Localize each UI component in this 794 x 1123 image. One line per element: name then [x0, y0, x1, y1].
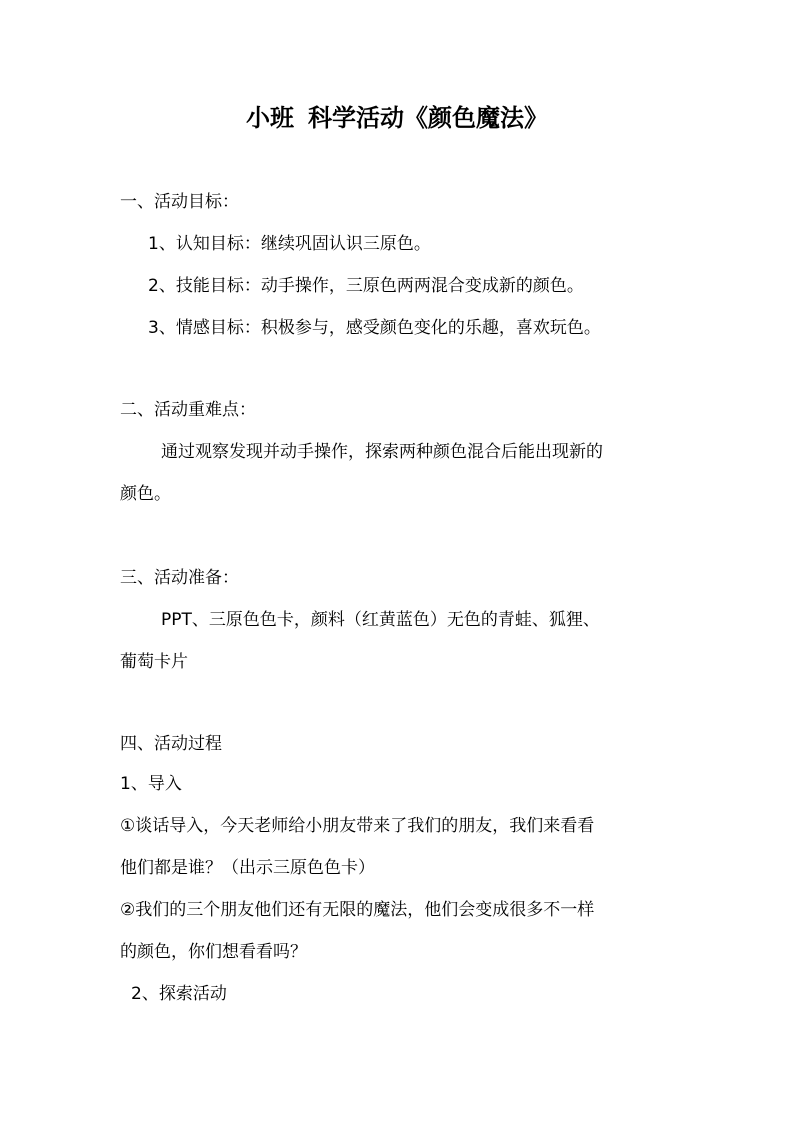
preparation-line-2: 葡萄卡片 [120, 652, 188, 672]
title-part-2: 科学活动《颜色魔法》 [308, 103, 548, 132]
goal-item-cognitive: 1、认知目标：继续巩固认识三原色。 [148, 234, 431, 254]
key-points-line-2: 颜色。 [120, 484, 171, 504]
process-item-2-line-2: 的颜色，你们想看看吗？ [120, 942, 307, 962]
title-part-1: 小班 [246, 103, 294, 132]
process-item-1-line-2: 他们都是谁？（出示三原色色卡） [120, 858, 375, 878]
process-item-1-line-1: ①谈话导入，今天老师给小朋友带来了我们的朋友，我们来看看 [120, 816, 595, 836]
section-heading-process: 四、活动过程 [120, 734, 222, 754]
section-heading-goals: 一、活动目标： [120, 192, 239, 212]
process-step-intro: 1、导入 [120, 774, 182, 794]
key-points-line-1: 通过观察发现并动手操作，探索两种颜色混合后能出现新的 [161, 442, 603, 462]
process-item-2-line-1: ②我们的三个朋友他们还有无限的魔法，他们会变成很多不一样 [120, 900, 595, 920]
process-step-explore: 2、探索活动 [131, 984, 227, 1004]
section-heading-key-points: 二、活动重难点： [120, 400, 256, 420]
goal-item-emotion: 3、情感目标：积极参与，感受颜色变化的乐趣，喜欢玩色。 [148, 318, 601, 338]
goal-item-skill: 2、技能目标：动手操作，三原色两两混合变成新的颜色。 [148, 276, 584, 296]
section-heading-preparation: 三、活动准备： [120, 568, 239, 588]
document-title [0, 100, 794, 136]
preparation-line-1: PPT、三原色色卡，颜料（红黄蓝色）无色的青蛙、狐狸、 [161, 610, 600, 630]
